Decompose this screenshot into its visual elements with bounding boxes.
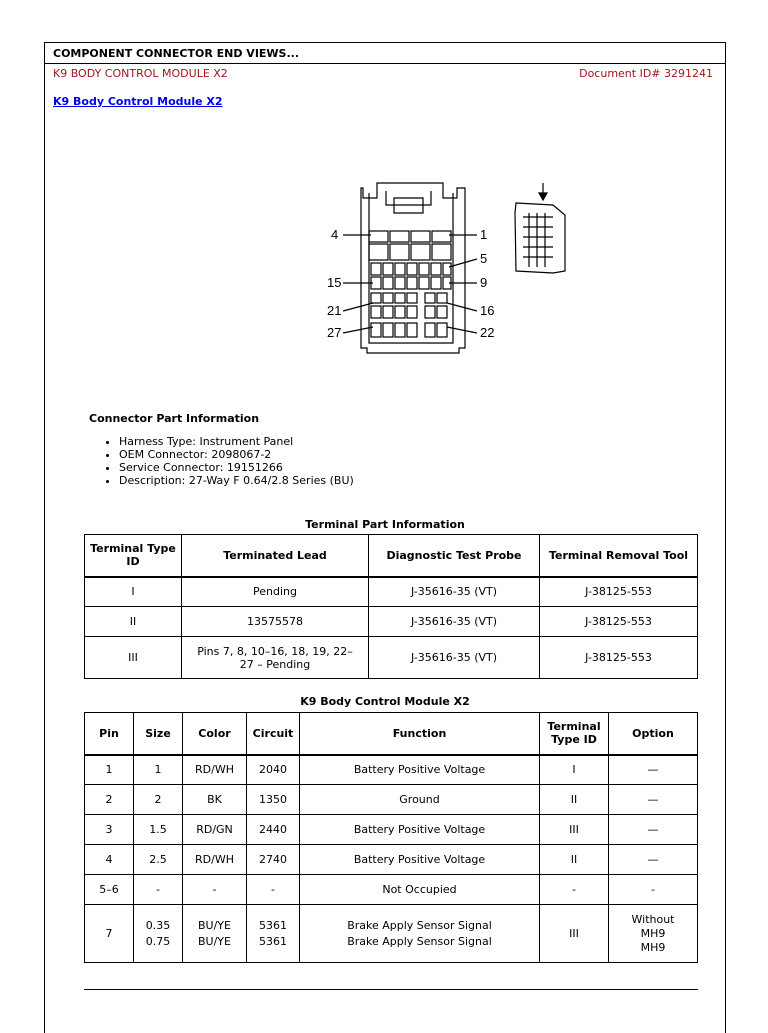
connector-info-title: Connector Part Information <box>89 412 260 425</box>
table-cell <box>183 905 247 963</box>
table-cell: 7 <box>85 905 134 963</box>
table-cell: Not Occupied <box>300 875 540 905</box>
document-id: Document ID# 3291241 <box>579 67 713 80</box>
table-row <box>85 845 698 875</box>
table-cell: 2 <box>134 785 183 815</box>
component-name: K9 BODY CONTROL MODULE X2 <box>53 67 228 80</box>
component-link[interactable]: K9 Body Control Module X2 <box>53 95 223 108</box>
table-cell: 1.5 <box>134 815 183 845</box>
pin-table <box>84 712 698 963</box>
cell-line: Without MH9 <box>631 912 675 940</box>
terminal-info-table <box>84 534 698 679</box>
table-cell: RD/GN <box>183 815 247 845</box>
terminal-table-title: Terminal Part Information <box>305 518 465 531</box>
table-header-row <box>85 535 698 577</box>
pin-label-5: 5 <box>480 251 488 266</box>
table-header: Terminal Removal Tool <box>540 535 698 577</box>
cell-line: BU/YE <box>198 934 231 948</box>
pin-label-22: 22 <box>480 325 495 340</box>
table-cell: - <box>134 875 183 905</box>
table-cell: — <box>609 755 698 785</box>
pin-label-15: 15 <box>327 275 342 290</box>
list-item: • Harness Type: Instrument Panel <box>119 435 354 448</box>
table-cell: 1350 <box>247 785 300 815</box>
table-cell: 2 <box>85 785 134 815</box>
table-header: Diagnostic Test Probe <box>369 535 540 577</box>
table-header: Terminal Type ID <box>540 713 609 755</box>
table-row <box>85 785 698 815</box>
cell-line: 0.35 <box>145 918 171 932</box>
table-cell: I <box>85 577 182 607</box>
table-cell: Battery Positive Voltage <box>300 815 540 845</box>
connector-info-list <box>89 435 354 487</box>
table-header: Terminated Lead <box>182 535 369 577</box>
table-cell <box>134 905 183 963</box>
pin-label-21: 21 <box>327 303 342 318</box>
table-cell: — <box>609 785 698 815</box>
table-cell: II <box>540 845 609 875</box>
table-cell: 2740 <box>247 845 300 875</box>
list-item: • OEM Connector: 2098067-2 <box>119 448 354 461</box>
table-row <box>85 607 698 637</box>
table-cell: 2440 <box>247 815 300 845</box>
table-cell: — <box>609 845 698 875</box>
table-header: Terminal Type ID <box>85 535 182 577</box>
table-cell <box>609 905 698 963</box>
table-cell <box>300 905 540 963</box>
table-cell: 1 <box>134 755 183 785</box>
cell-line: MH9 <box>640 940 666 954</box>
table-cell: J-35616-35 (VT) <box>369 607 540 637</box>
table-cell: 5–6 <box>85 875 134 905</box>
table-cell: RD/WH <box>183 845 247 875</box>
table-header: Function <box>300 713 540 755</box>
list-item: • Description: 27-Way F 0.64/2.8 Series (BU) <box>119 474 354 487</box>
table-cell: RD/WH <box>183 755 247 785</box>
pin-label-4: 4 <box>331 227 339 242</box>
table-cell: J-38125-553 <box>540 607 698 637</box>
table-row <box>85 755 698 785</box>
table-cell: III <box>540 905 609 963</box>
table-row <box>85 815 698 845</box>
pin-label-27: 27 <box>327 325 342 340</box>
cell-line: BU/YE <box>198 918 231 932</box>
table-cell: BK <box>183 785 247 815</box>
table-cell: J-35616-35 (VT) <box>369 577 540 607</box>
cell-line: 5361 <box>259 934 287 948</box>
table-cell: - <box>183 875 247 905</box>
table-cell: 1 <box>85 755 134 785</box>
table-cell: 13575578 <box>182 607 369 637</box>
page-bottom-rule <box>84 989 698 990</box>
table-header: Option <box>609 713 698 755</box>
pin-label-9: 9 <box>480 275 488 290</box>
pin-table-title: K9 Body Control Module X2 <box>300 695 470 708</box>
table-row <box>85 637 698 679</box>
table-cell: J-38125-553 <box>540 637 698 679</box>
table-row <box>85 905 698 963</box>
table-header: Circuit <box>247 713 300 755</box>
table-cell: II <box>540 785 609 815</box>
table-cell: - <box>540 875 609 905</box>
table-header-row <box>85 713 698 755</box>
table-cell: III <box>85 637 182 679</box>
table-cell: Battery Positive Voltage <box>300 755 540 785</box>
table-header: Pin <box>85 713 134 755</box>
table-cell: III <box>540 815 609 845</box>
document-subheader <box>53 67 713 81</box>
table-cell: 2040 <box>247 755 300 785</box>
table-cell: II <box>85 607 182 637</box>
table-cell <box>247 905 300 963</box>
document-frame <box>44 42 726 1033</box>
cell-line: 0.75 <box>145 934 171 948</box>
table-cell: J-35616-35 (VT) <box>369 637 540 679</box>
table-cell: J-38125-553 <box>540 577 698 607</box>
table-cell: Battery Positive Voltage <box>300 845 540 875</box>
table-cell: 4 <box>85 845 134 875</box>
pin-label-16: 16 <box>480 303 495 318</box>
table-row <box>85 875 698 905</box>
table-cell: — <box>609 815 698 845</box>
table-cell: 3 <box>85 815 134 845</box>
connector-end-view-figure <box>203 143 583 401</box>
cell-line: Brake Apply Sensor Signal <box>347 934 492 948</box>
cell-line: Brake Apply Sensor Signal <box>347 918 492 932</box>
table-cell: - <box>247 875 300 905</box>
table-row <box>85 577 698 607</box>
table-cell: Pins 7, 8, 10–16, 18, 19, 22–27 – Pending <box>182 637 369 679</box>
page-title: COMPONENT CONNECTOR END VIEWS... <box>45 43 725 64</box>
table-header: Size <box>134 713 183 755</box>
table-cell: Ground <box>300 785 540 815</box>
cell-line: 5361 <box>259 918 287 932</box>
table-cell: Pending <box>182 577 369 607</box>
pin-label-1: 1 <box>480 227 488 242</box>
table-cell: 2.5 <box>134 845 183 875</box>
table-cell: I <box>540 755 609 785</box>
table-cell: - <box>609 875 698 905</box>
list-item: • Service Connector: 19151266 <box>119 461 354 474</box>
table-header: Color <box>183 713 247 755</box>
